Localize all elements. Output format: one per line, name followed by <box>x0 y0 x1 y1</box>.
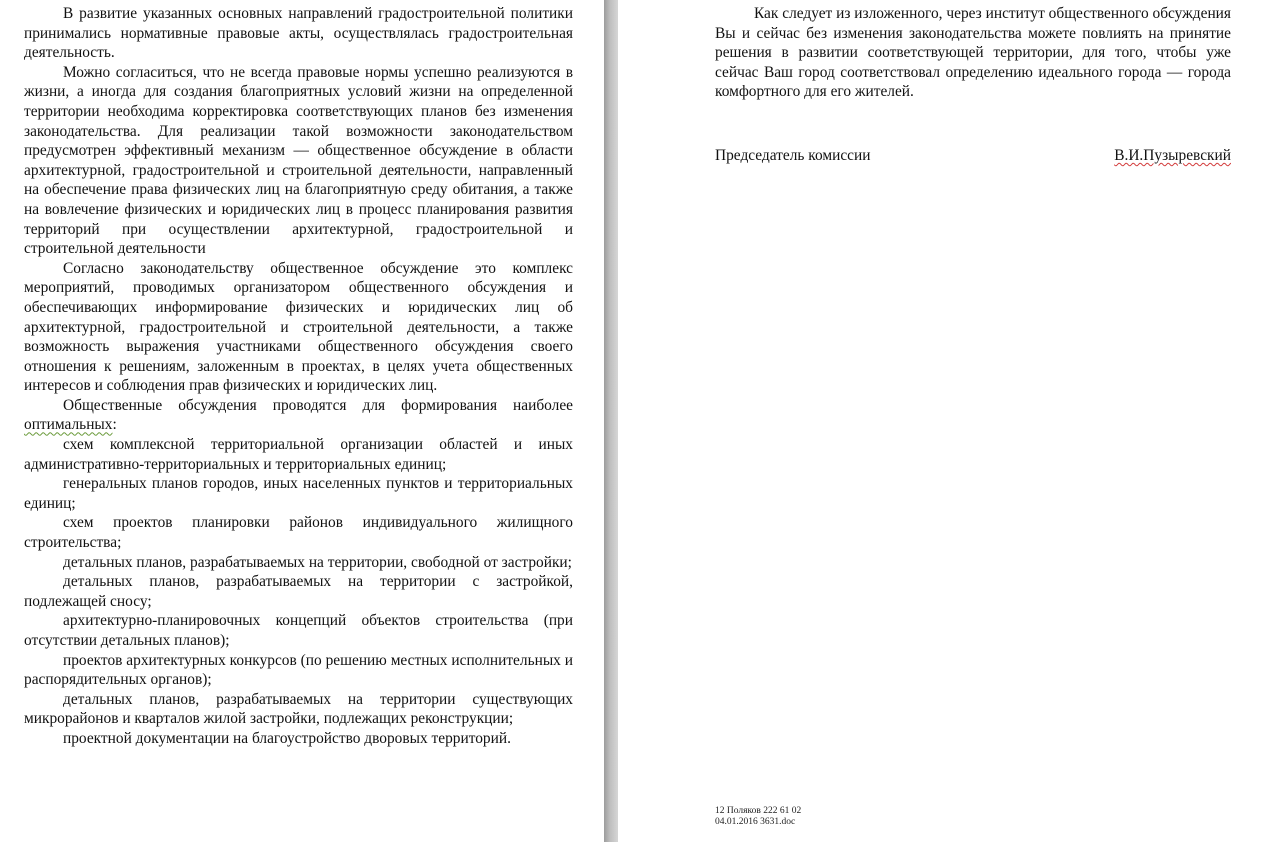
list-item: детальных планов, разрабатываемых на территории существующих микрорайонов и кварталов жилой застройки, подлежащих реконструкции; <box>24 690 573 728</box>
document-page-left <box>0 0 604 842</box>
list-item: проектной документации на благоустройство дворовых территорий. <box>63 729 511 747</box>
document-page-right <box>618 0 1280 842</box>
page-gutter <box>604 0 618 842</box>
footer-author-phone: 12 Поляков 222 61 02 <box>715 806 802 816</box>
list-item: проектов архитектурных конкурсов (по решению местных исполнительных и распорядительных органов); <box>24 651 573 689</box>
list-intro-text: Общественные обсуждения проводятся для формирования наиболее <box>63 396 573 414</box>
closing-paragraph: Как следует из изложенного, через институт общественного обсуждения Вы и сейчас без изменения законодательства можете повлиять на принятие решения в развитии соответствующей территории, для того, чтобы уже сейчас Ваш город соответствовал определению идеального города — города комфортного для его жителей. <box>715 5 1231 101</box>
grammar-flagged-word: оптимальных <box>24 416 113 434</box>
page-left-text <box>24 4 573 749</box>
list-intro-paragraph <box>24 396 573 435</box>
list-item: схем комплексной территориальной организации областей и иных административно-территориальных и территориальных единиц; <box>24 436 573 473</box>
list-item: генеральных планов городов, иных населенных пунктов и территориальных единиц; <box>24 475 573 512</box>
list-item: архитектурно-планировочных концепций объектов строительства (при отсутствии детальных планов); <box>24 612 573 649</box>
list-intro-colon: : <box>112 416 117 434</box>
paragraph: В развитие указанных основных направлений градостроительной политики принимались нормативные правовые акты, осуществлялась градостроительная деятельность. <box>24 5 573 62</box>
list-item: детальных планов, разрабатываемых на территории с застройкой, подлежащей сносу; <box>24 573 573 610</box>
list-item: схем проектов планировки районов индивидуального жилищного строительства; <box>24 514 573 552</box>
page-right-text <box>715 4 1231 102</box>
paragraph: Согласно законодательству общественное обсуждение это комплекс мероприятий, проводимых организатором общественного обсуждения и обеспечивающих информирование физических и юридических лиц об архитектурной, градостроительной и строительной деятельности, а также возможность выражения участниками общественного обсуждения своего отношения к решениям, заложенным в проектах, в целях учета общественных интересов и соблюдения прав физических и юридических лиц. <box>24 259 573 395</box>
document-footer <box>715 806 801 828</box>
signature-name: В.И.Пузыревский <box>1114 147 1231 164</box>
paragraph: Можно согласиться, что не всегда правовые нормы успешно реализуются в жизни, а иногда для создания благоприятных условий жизни на определенной территории необходима корректировка соответствующих планов без изменения законодательства. Для реализации такой возможности законодательством предусмотрен эффективный механизм — общественное обсуждение в области архитектурной, градостроительной и строительной деятельности, направленный на обеспечение права физических лиц на благоприятную среду обитания, а также на вовлечение физических и юридических лиц в процесс планирования развития территорий при осуществлении архитектурной, градостроительной и строительной деятельности <box>24 63 573 258</box>
signature-title: Председатель комиссии <box>715 147 871 164</box>
list-item: детальных планов, разрабатываемых на территории, свободной от застройки; <box>63 553 572 571</box>
footer-file-name: 04.01.2016 3631.doc <box>715 817 796 827</box>
